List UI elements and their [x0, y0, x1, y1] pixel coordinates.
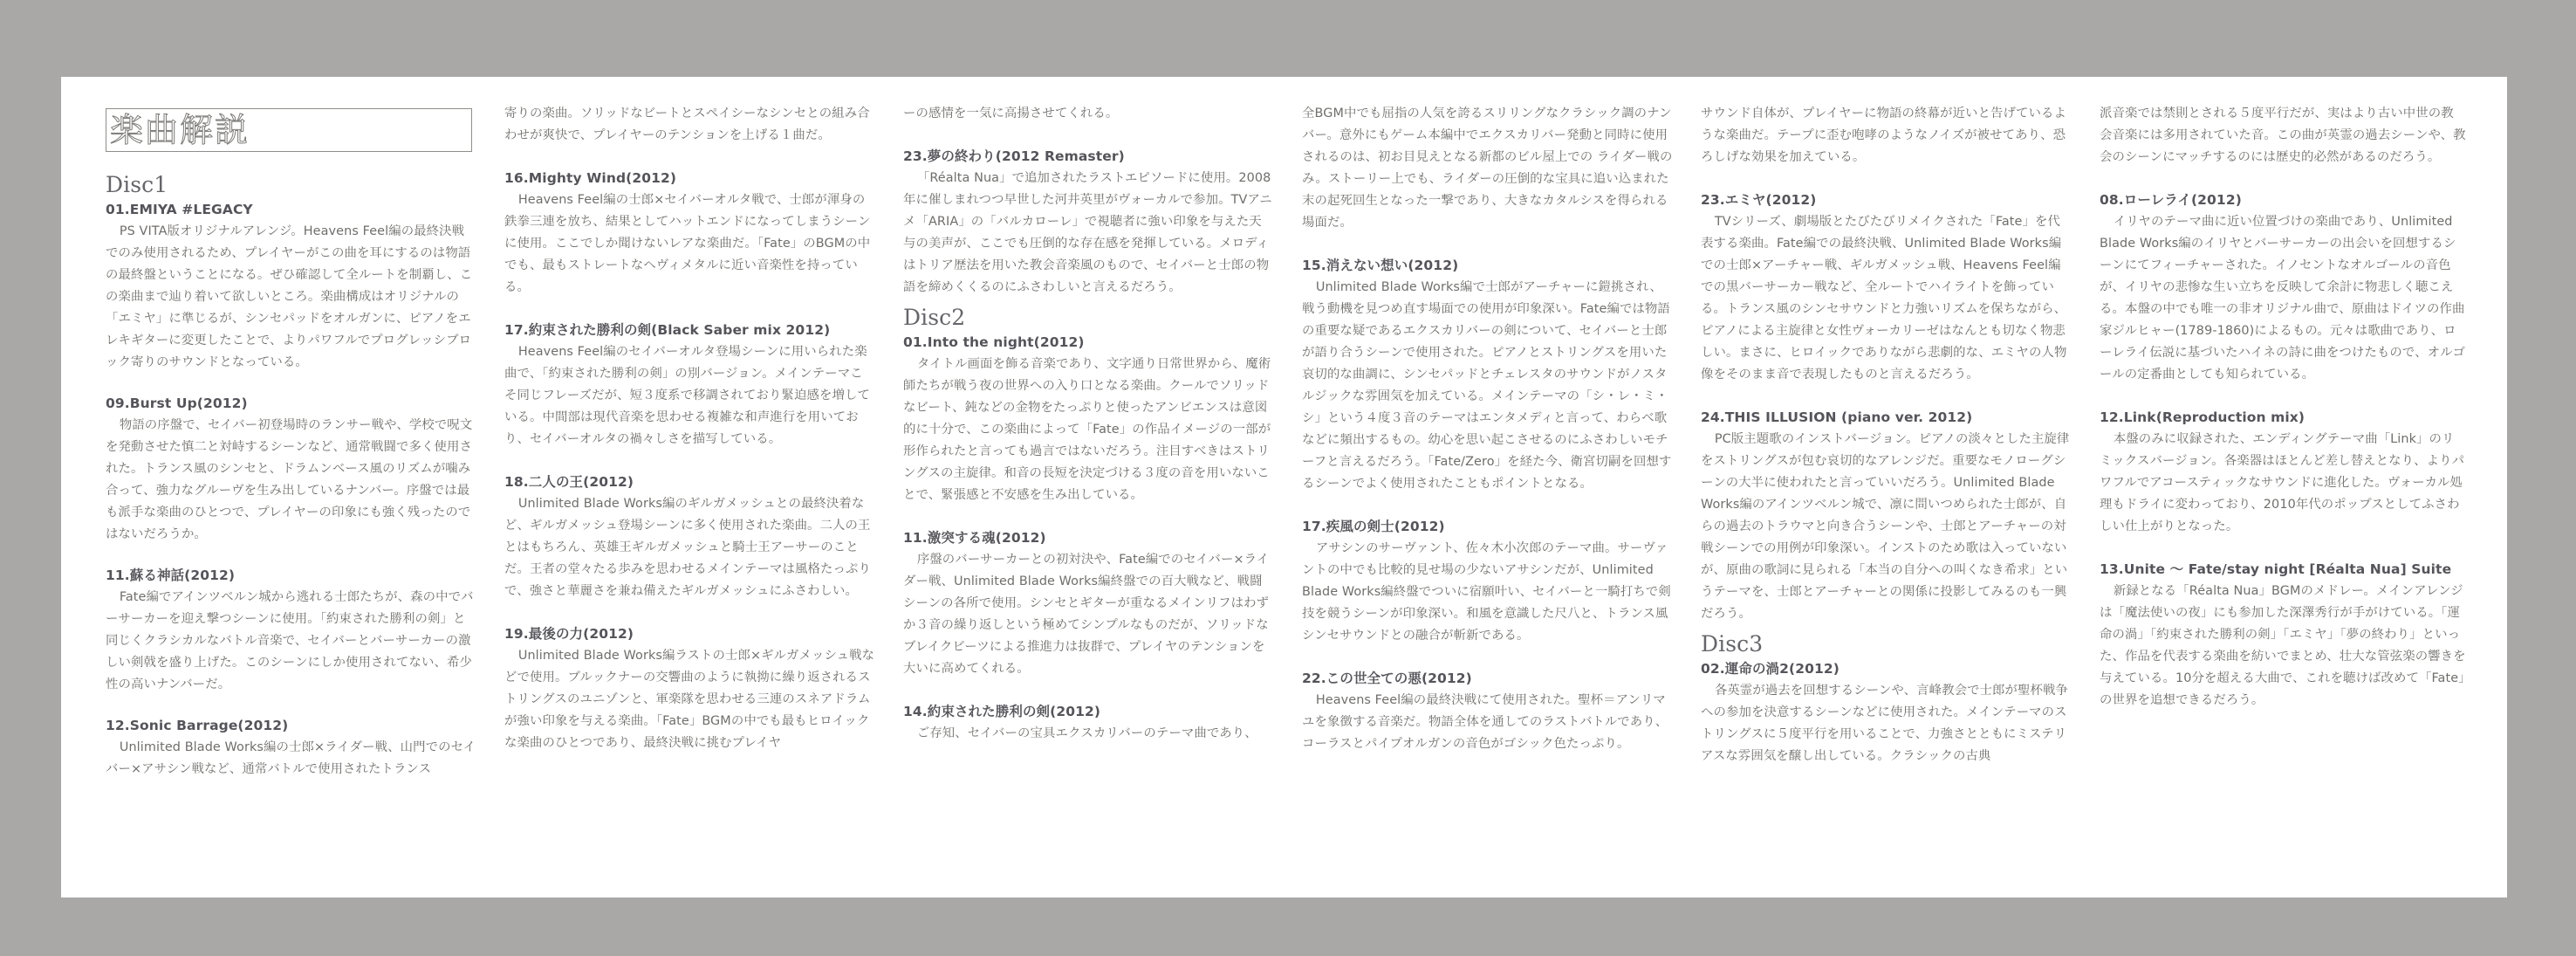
track-heading: 01.EMIYA #LEGACY: [106, 202, 253, 217]
column-1: [106, 105, 476, 882]
track-description: Unlimited Blade Works編の士郎×ライダー戦、山門でのセイバー×アサシン戦など、通常バトルで使用されたトランス: [106, 740, 476, 776]
track-description: 本盤のみに収録された、エンディングテーマ曲「Link」のリミックスバージョン。各楽器はほとんど差し替えとなり、よりパワフルでアコースティックなサウンドに進化した。ヴォーカル処理もドライに変わっており、2010年代のポップスとしてふさわしい仕上がりとなった。: [2100, 432, 2465, 533]
track-description: Heavens Feel編の最終決戦にて使用された。聖杯＝アンリマユを象徴する音楽だ。物語全体を通してのラストバトルであり、コーラスとパイプオルガンの音色がゴシック色たっぷり。: [1302, 693, 1668, 751]
track-description: ご存知、セイバーの宝具エクスカリバーのテーマ曲であり、: [916, 726, 1257, 740]
disc-heading-3: Disc3: [1701, 631, 1764, 657]
track-description: Unlimited Blade Works編ラストの士郎×ギルガメッシュ戦などで使用。ブルックナーの交響曲のように執拗に繰り返されるストリングスのユニゾンと、軍楽隊を思わせる三連のスネアドラムが強い印象を与える楽曲。「Fate」BGMの中でも最もヒロイックな楽曲のひとつであり、最終決戦に挑むプレイヤ: [504, 649, 875, 750]
track-description-continued: 派音楽では禁則とされる５度平行だが、実はより古い中世の教会音楽には多用されていた音。この曲が英霊の過去シーンや、教会のシーンにマッチするのには歴史的必然があるのだろう。: [2100, 107, 2466, 164]
column-5: [1701, 103, 2072, 880]
track-description: Unlimited Blade Works編のギルガメッシュとの最終決着など、ギルガメッシュ登場シーンに多く使用された楽曲。二人の王とはもちろん、英雄王ギルガメッシュと騎士王アーサーのことだ。王者の堂々たる歩みを思わせるメインテーマは風格たっぷりで、強さと華麗さを兼ね備えたギルガメッシュにふさわしい。: [504, 497, 871, 598]
track-heading: 15.消えない想い(2012): [1302, 258, 1459, 273]
track-heading: 01.Into the night(2012): [903, 334, 1085, 350]
column-4: [1302, 103, 1673, 880]
track-description: Unlimited Blade Works編で士郎がアーチャーに鎧挑され、戦う動機を見つめ直す場面での使用が印象深い。Fate編では物語の重要な疑であるエクスカリバーの剣について、セイバーと士郎が語り合うシーンで使用された。ピアノとストリングスを用いた哀切的な曲調に、シンセパッドとチェレスタのサウンドがノスタルジックな雰囲気を加えている。メインテーマの「シ・レ・ミ・シ」という４度３音のテーマはエンタメディと言って、わらべ歌などに頻出するもの。幼心を思い起こさせるのにふさわしいモチーフと言えるだろう。「Fate/Zero」を経た今、衛宮切嗣を回想するシーンでよく使用されたこともポイントとなる。: [1302, 280, 1672, 491]
disc-heading-1: Disc1: [106, 172, 168, 197]
track-description-continued: 全BGM中でも屈指の人気を誇るスリリングなクラシック調のナンバー。意外にもゲーム本編中でエクスカリバー発動と同時に使用されるのは、初お目見えとなる新都のビル屋上での ライダー戦のみ。ストーリー上でも、ライダーの圧倒的な宝具に追い込まれた末の起死回生となった一撃であり、大きなカタルシスを得られる場面だ。: [1302, 107, 1673, 230]
track-description: 序盤のバーサーカーとの初対決や、Fate編でのセイバー×ライダー戦、Unlimited Blade Works編終盤での百大戦など、戦闘シーンの各所で使用。シンセとギターが重なるメインリフはわずか３音の繰り返しという極めてシンプルなものだが、ソリッドなブレイクビーツによる推進力は抜群で、プレイヤのテンションを大いに高めてくれる。: [903, 553, 1270, 676]
track-heading: 17.疾風の剣士(2012): [1302, 519, 1445, 534]
track-description-continued: サウンド自体が、プレイヤーに物語の終幕が近いと告げているような楽曲だ。テープに歪む咆哮のようなノイズが被せてあり、恐ろしげな効果を加えている。: [1701, 107, 2066, 164]
track-description: アサシンのサーヴァント、佐々木小次郎のテーマ曲。サーヴァントの中でも比較的見せ場の少ないアサシンだが、Unlimited Blade Works編終盤でついに宿願叶い、セイバーと一騎打ちで剣技を競うシーンが印象深い。和風を意識した尺八と、トランス風シンセサウンドとの融合が斬新である。: [1302, 541, 1671, 643]
disc-heading-2: Disc2: [903, 305, 966, 330]
column-6: [2100, 103, 2466, 880]
track-heading: 13.Unite ～ Fate/stay night [Réalta Nua] Suite: [2100, 561, 2452, 577]
track-heading: 02.運命の渦2(2012): [1701, 661, 1840, 677]
track-heading: 12.Link(Reproduction mix): [2100, 409, 2305, 425]
track-description: PS VITA版オリジナルアレンジ。Heavens Feel編の最終決戦でのみ使用されるため、プレイヤーがこの曲を耳にするのは物語の最終盤ということになる。ぜひ確認して全ルートを制覇し、この楽曲まで辿り着いて欲しいところ。楽曲構成はオリジナルの「エミヤ」に準じるが、シンセパッドをオルガンに、ピアノをエレキギターに変更したことで、よりパワフルでプログレッシブロック寄りのサウンドとなっている。: [106, 224, 473, 369]
track-description: 新録となる「Réalta Nua」BGMのメドレー。メインアレンジは「魔法使いの夜」にも参加した深澤秀行が手がけている。「運命の渦」「約束された勝利の剣」「エミヤ」「夢の終わり」といった、作品を代表する楽曲を紡いでまとめ、壮大な管弦楽の響きを与えている。10分を超える大曲で、これを聴けば改めて「Fate」の世界を追想できるだろう。: [2100, 584, 2466, 707]
track-heading: 16.Mighty Wind(2012): [504, 170, 677, 186]
track-heading: 22.この世全ての悪(2012): [1302, 671, 1472, 686]
track-description: Heavens Feel編の士郎×セイバーオルタ戦で、士郎が渾身の鉄拳三連を放ち、結果としてハットエンドになってしまうシーンに使用。ここでしか聞けないレアな楽曲だ。「Fate」のBGMの中でも、最もストレートなヘヴィメタルに近い音楽性を持っている。: [504, 193, 871, 294]
track-heading: 11.蘇る神話(2012): [106, 567, 236, 583]
track-heading: 17.約束された勝利の剣(Black Saber mix 2012): [504, 322, 831, 338]
track-heading: 09.Burst Up(2012): [106, 395, 248, 411]
track-heading: 08.ローレライ(2012): [2100, 192, 2242, 208]
track-description-continued: 寄りの楽曲。ソリッドなビートとスペイシーなシンセとの組み合わせが爽快で、プレイヤーのテンションを上げる１曲だ。: [504, 107, 870, 142]
track-heading: 24.THIS ILLUSION (piano ver. 2012): [1701, 409, 1973, 425]
track-heading: 18.二人の王(2012): [504, 474, 634, 490]
column-2: [504, 103, 875, 880]
column-3: [903, 103, 1274, 880]
track-description: イリヤのテーマ曲に近い位置づけの楽曲であり、Unlimited Blade Works編のイリヤとバーサーカーの出会いを回想するシーンにてフィーチャーされた。イノセントなオルゴールの音色が、イリヤの悲惨な生い立ちを反映して余計に物悲しく聴こえる。本盤の中でも唯一の非オリジナル曲で、原曲はドイツの作曲家ジルヒャー(1789-1860)によるもの。元々は歌曲であり、ローレライ伝説に基づいたハイネの詩に曲をつけたもので、オルゴールの定番曲としても知られている。: [2100, 215, 2466, 382]
track-description: 物語の序盤で、セイバー初登場時のランサー戦や、学校で呪文を発動させた慎二と対峙するシーンなど、通常戦闘で多く使用された。トランス風のシンセと、ドラムンベース風のリズムが噛み合って、強力なグルーヴを生み出しているナンバー。序盤では最も派手な楽曲のひとつで、プレイヤーの印象にも強く残ったのではないだろうか。: [106, 418, 473, 541]
page-title: 楽曲解説: [106, 108, 472, 152]
track-heading: 11.激突する魂(2012): [903, 530, 1046, 546]
track-description: Fate編でアインツベルン城から逃れる士郎たちが、森の中でバーサーカーを迎え撃つシーンに使用。「約束された勝利の剣」と同じくクラシカルなバトル音楽で、セイバーとバーサーカーの激しい剣戟を盛り上げた。このシーンにしか使用されてない、希少性の高いナンバーだ。: [106, 590, 474, 691]
track-heading: 14.約束された勝利の剣(2012): [903, 704, 1101, 719]
booklet-page: [61, 77, 2507, 898]
track-description: 「Réalta Nua」で追加されたラストエピソードに使用。2008年に催しまれつつ早世した河井英里がヴォーカルで参加。TVアニメ「ARIA」の「バルカローレ」で視聴者に強い印象を与えた天与の美声が、ここでも圧倒的な存在感を発揮している。メロディはトリア歴法を用いた教会音楽風のもので、セイバーと士郎の物語を締めくくるのにふさわしいと言えるだろう。: [903, 171, 1272, 294]
track-heading: 12.Sonic Barrage(2012): [106, 718, 289, 733]
track-heading: 19.最後の力(2012): [504, 626, 634, 642]
track-description: Heavens Feel編のセイバーオルタ登場シーンに用いられた楽曲で、「約束された勝利の剣」の別バージョン。メインテーマこそ同じフレーズだが、短３度系で移調されており緊迫感を増している。中間部は現代音楽を思わせる複雑な和声進行を用いており、セイバーオルタの禍々しさを描写している。: [504, 345, 870, 446]
track-heading: 23.夢の終わり(2012 Remaster): [903, 148, 1125, 164]
track-description: PC版主題歌のインストバージョン。ピアノの淡々とした主旋律をストリングスが包む哀切的なアレンジだ。重要なモノローグシーンの大半に使われたと言っていいだろう。Unlimited Blade Works編のアインツベルン城で、凛に問いつめられた士郎が、自らの過去のトラウマと向き合うシーンや、士郎とアーチャーの対戦シーンでの用例が印象深い。インストのため歌は入っていないが、原曲の歌詞に見られる「本当の自分への叫くなき希求」というテーマを、士郎とアーチャーとの関係に投影してみるのも一興だろう。: [1701, 432, 2070, 621]
track-heading: 23.エミヤ(2012): [1701, 192, 1817, 208]
track-description: タイトル画面を飾る音楽であり、文字通り日常世界から、魔術師たちが戦う夜の世界への入り口となる楽曲。クールでソリッドなビート、鈍などの金物をたっぷりと使ったアンビエンスは意図的に十分で、この楽曲によって「Fate」の作品イメージの一部が形作られたと言っても過言ではないだろう。注目すべきはストリングスの主旋律。和音の長短を決定づける３度の音を用いないことで、緊張感と不安感を生み出している。: [903, 357, 1271, 502]
track-description: 各英霊が過去を回想するシーンや、言峰教会で士郎が聖杯戦争への参加を決意するシーンなどに使用された。メインテーマのストリングスに５度平行を用いることで、力強さとともにミステリアスな雰囲気を醸し出している。クラシックの古典: [1701, 684, 2068, 763]
track-description: TVシリーズ、劇場版とたびたびリメイクされた「Fate」を代表する楽曲。Fate編での最終決戦、Unlimited Blade Works編での士郎×アーチャー戦、ギルガメッシュ戦、Heavens Feel編での黒バーサーカー戦など、全ルートでハイライトを飾っている。トランス風のシンセサウンドと力強いリズムを保ちながら、ピアノによる主旋律と女性ヴォーカリーゼはなんとも切なく物悲しい。まさに、ヒロイックでありながら悲劇的な、エミヤの人物像をそのまま音で表現したものと言えるだろう。: [1701, 215, 2067, 382]
track-description-continued: ーの感情を一気に高揚させてくれる。: [903, 107, 1119, 120]
